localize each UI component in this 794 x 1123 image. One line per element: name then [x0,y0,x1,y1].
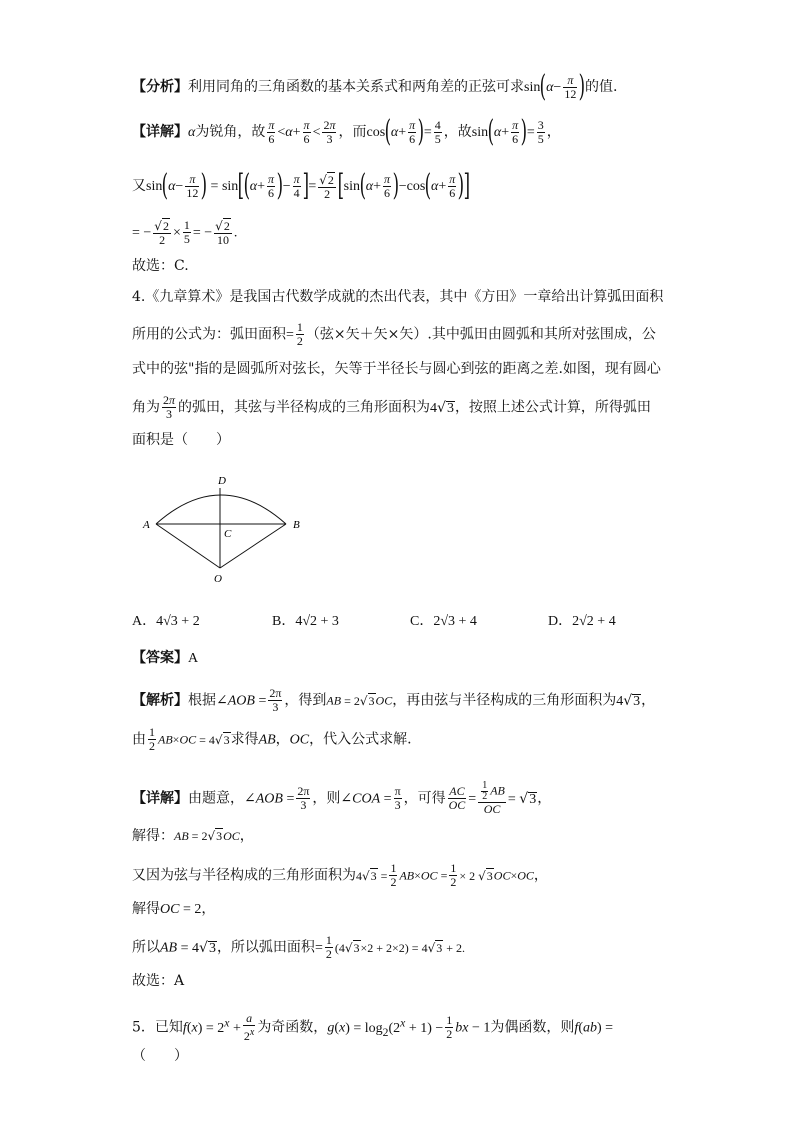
q3-choice: 故选：C. [132,258,189,274]
arc-field-figure [138,472,338,592]
q5-stem-line2: （ ） [132,1048,188,1064]
q4-choice: 故选：A [132,973,185,989]
q4-jiexi-line1: 【解析】根据∠AOB = $\frac{2\pi}{3}$ ，得到AB = 2√3OC，再由弦与半径构成的三角形面积为4√3， [132,686,656,714]
analysis-text-end: 的值. [585,79,618,95]
arc-ad-b [156,495,286,524]
q3-detail-line2: 又sin(α− $\frac{\pi}{12}$ ) = sin[(α+ $\frac{\pi}{6}$ )− $\frac{\pi}{4}$ ]= $\frac{√2}{2}$ [sin(α+ $\frac{\pi}{6}$ )−cos(α+ $\frac{\pi}{6}$ )] [132,168,471,203]
q4-answer [132,648,198,669]
detail-text: 解得 [132,901,160,917]
q4-stem-line4: 角为 $\frac{2\pi}{3}$ 的弧田，其弦与半径构成的三角形面积为4√3，按照上述公式计算，所得弧田 [132,393,651,421]
q4-detail-line1: 【详解】由题意，∠AOB = $\frac{2\pi}{3}$ ，则∠COA = $\frac{\pi}{3}$ ，可得 $\frac{AC}{OC}$ = $\frac{1}{2}$ AB OC = √3， [132,780,552,816]
analysis-label: 【分析】 [132,79,188,95]
q3-analysis: 【分析】利用同角的三角函数的基本关系式和两角差的正弦可求sin(α− $\frac{\pi}{12}$ )的值. [132,69,618,104]
jiexi-text: ， [641,692,656,709]
detail-text: ， [546,124,561,140]
label-o: O [214,573,222,585]
answer-value: A [188,651,199,666]
q4-stem-line2: 所用的公式为：弧田面积= $\frac{1}{2}$ （弦×矢＋矢×矢）.其中弧田由圆弧和其所对弦围成，公 [132,320,656,348]
jiexi-text: ，再由弦与半径构成的三角形面积为 [392,692,617,709]
q4-text: （弦×矢＋矢×矢）.其中弧田由圆弧和其所对弦围成，公 [305,326,656,343]
q4-detail-line2: 解得：AB = 2√3OC， [132,828,254,844]
q4-text: 的弧田，其弦与半径构成的三角形面积为 [178,399,431,416]
detail-label: 【详解】 [132,790,188,807]
answer-label: 【答案】 [132,650,188,666]
jiexi-label: 【解析】 [132,692,188,709]
q5-text: 为偶函数，则 [490,1019,575,1036]
analysis-text: 利用同角的三角函数的基本关系式和两角差的正弦可求 [188,79,524,95]
q5-text: 5．已知 [132,1019,183,1036]
q4-detail-line3: 又因为弦与半径构成的三角形面积为4√3 = $\frac{1}{2}$ AB×OC = $\frac{1}{2}$ × 2 √3OC×OC， [132,861,548,889]
detail-text: ，故 [443,124,472,140]
q4-jiexi-line2: 由 $\frac{1}{2}$ AB×OC = 4√3求得AB，OC，代入公式求解. [132,725,412,753]
jiexi-text: ，代入公式求解. [309,731,412,748]
jiexi-text: ，得到 [284,692,327,709]
q5-stem-line1: 5．已知$f(x) = 2^x$ + $\frac{a}{2^x}$ 为奇函数，$g(x) = \log_2(2^x + 1)$ − $\frac{1}{2}$ bx − 1为偶函数，则f(ab) = [132,1011,614,1043]
detail-label: 【详解】 [132,124,188,140]
detail-text: ，所以弧田面积 [216,939,315,956]
jiexi-text: 根据 [188,692,216,709]
label-a: A [143,519,150,531]
detail-text: 所以 [132,939,160,956]
detail-text: 又因为弦与半径构成的三角形面积为 [132,867,356,884]
q4-stem-line5: 面积是（ ） [132,432,230,448]
q3-detail-line3: = − $\frac{√2}{2}$ × $\frac{1}{5}$ = − $\frac{√2}{10}$ . [132,218,238,247]
detail-text: 又 [132,178,146,194]
jiexi-text: 求得 [230,731,259,748]
detail-text: ，而 [338,124,367,140]
q4-text: ，按照上述公式计算，所得弧田 [454,399,651,416]
detail-text: 为锐角，故 [195,124,266,140]
label-d: D [218,475,226,487]
q5-text: 为奇函数， [257,1019,328,1036]
q4-stem-line1: 4.《九章算术》是我国古代数学成就的杰出代表，其中《方田》一章给出计算弧田面积 [132,289,664,305]
detail-text: ，可得 [403,790,446,807]
label-c: C [224,528,232,540]
option-b[interactable]: B．4√2 + 3 [272,614,339,629]
option-c[interactable]: C．2√3 + 4 [410,614,477,629]
detail-text: ，则 [312,790,341,807]
detail-text: 由题意， [188,790,244,807]
detail-text: ， [533,867,548,884]
q4-text: 所用的公式为：弧田面积 [132,326,286,343]
radius-oa [156,524,220,568]
detail-text: ， [537,790,552,807]
option-d[interactable]: D．2√2 + 4 [548,614,616,629]
option-a[interactable]: A．4√3 + 2 [132,614,200,629]
q4-text: 角为 [132,399,160,416]
label-b: B [293,519,300,531]
q3-detail-line1: 【详解】α为锐角，故 $\frac{\pi}{6}$ <α+ $\frac{\pi}{6}$ < $\frac{2\pi}{3}$ ，而cos(α+ $\frac{\pi}{6}$ )= $\frac{4}{5}$ ，故sin(α+ $\frac{\pi}{6}$ )= $\frac{3}{5}$ ， [132,114,561,149]
q4-stem-line3: 式中的弦"指的是圆弧所对弦长，矢等于半径长与圆心到弦的距离之差.如图，现有圆心 [132,361,661,377]
jiexi-text: 由 [132,731,146,748]
q4-detail-line5: 所以AB = 4√3，所以弧田面积= $\frac{1}{2}$ (4√3×2 + 2×2) = 4√3 + 2. [132,933,466,961]
q4-detail-line4: 解得OC = 2， [132,901,216,917]
detail-text: 解得： [132,828,174,844]
